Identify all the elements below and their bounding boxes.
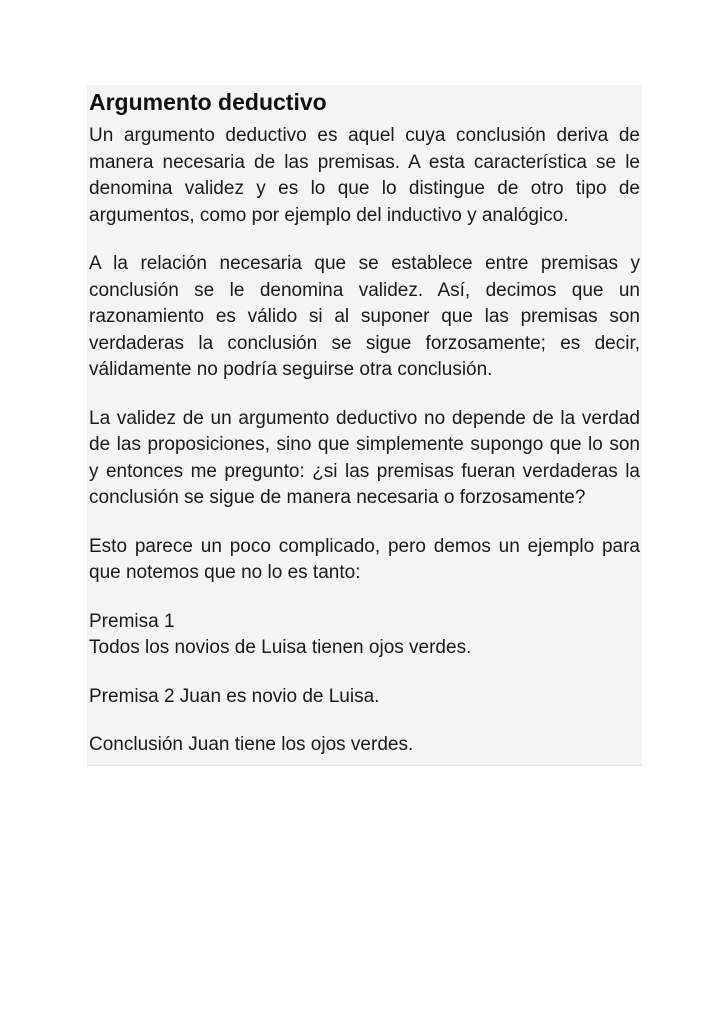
premise-1-label: Premisa 1 bbox=[89, 610, 175, 632]
conclusion: Conclusión Juan tiene los ojos verdes. bbox=[89, 734, 414, 755]
document-title: Argumento deductivo bbox=[89, 89, 327, 115]
paragraph-example-intro: Esto parece un poco complicado, pero demos un ejemplo para que notemos que no lo es tanto: bbox=[89, 535, 640, 583]
document-content-block bbox=[87, 85, 642, 766]
paragraph-validity: A la relación necesaria que se establece entre premisas y conclusión se le denomina validez. Así, decimos que un razonamiento es válido si al suponer que las premisas son verdaderas la conclusión se sigue forzosamente; es decir, válidamente no podría seguirse otra conclusión. bbox=[89, 253, 640, 380]
premise-2: Premisa 2 Juan es novio de Luisa. bbox=[89, 685, 380, 707]
paragraph-definition: Un argumento deductivo es aquel cuya conclusión deriva de manera necesaria de las premisas. A esta característica se le denomina validez y es lo que lo distingue de otro tipo de argumentos, como por ejemplo del inductivo y analógico. bbox=[89, 125, 640, 226]
paragraph-truth: La validez de un argumento deductivo no depende de la verdad de las proposiciones, sino que simplemente supongo que lo son y entonces me pregunto: ¿si las premisas fueran verdaderas la conclusión se sigue de manera necesaria o forzosamente? bbox=[89, 407, 640, 508]
premise-1-text: Todos los novios de Luisa tienen ojos verdes. bbox=[89, 637, 472, 658]
